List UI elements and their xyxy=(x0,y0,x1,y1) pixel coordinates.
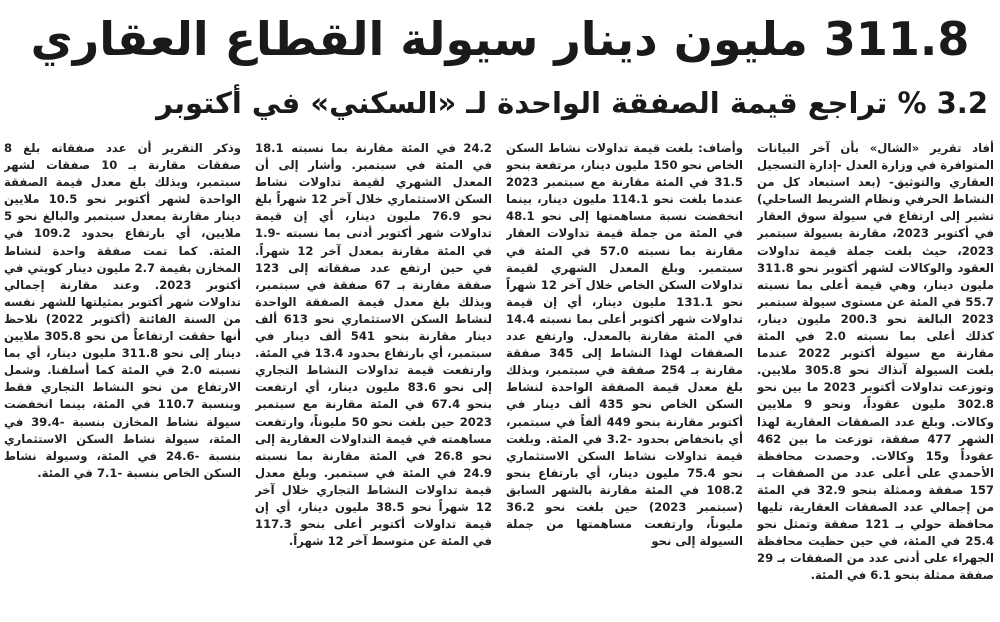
column-1-text: أفاد تقرير «الشال» بأن آخر البيانات المتوافرة في وزارة العدل -إدارة التسجيل العقاري والتوثيق- (بعد استبعاد كل من النشاط الحرفي ونظام الشريط الساحلي) تشير إلى ارتفاع في سيولة سوق العقار في أكتوبر 2023، مقارنة بسيولة سبتمبر 2023، حيث بلغت جملة قيمة تداولات العقود والوكالات لشهر أكتوبر نحو 311.8 مليون دينار، وهي قيمة أعلى بما نسبته 55.7 في المئة عن مستوى سيولة سبتمبر 2023 البالغة نحو 200.3 مليون دينار، كذلك أعلى بما نسبته 2.0 في المئة مقارنة مع سيولة أكتوبر 2022 عندما بلغت السيولة آنذاك نحو 305.8 ملايين. وتوزعت تداولات أكتوبر 2023 ما بين نحو 302.8 مليون عقوداً، ونحو 9 ملايين وكالات. وبلغ عدد الصفقات العقارية لهذا الشهر 477 صفقة، توزعت ما بين 462 عقوداً و15 وكالات. وحصدت محافظة الأحمدي على أعلى عدد من الصفقات بـ 157 صفقة وممثلة بنحو 32.9 في المئة من إجمالي عدد الصفقات العقارية، تليها محافظة حولي بـ 121 صفقة وتمثل نحو 25.4 في المئة، في حين حظيت محافظة الجهراء على أدنى عدد من الصفقات بـ 29 صفقة ممثلة بنحو 6.1 في المئة. xyxy=(757,141,994,583)
column-2-text: وأضاف: بلغت قيمة تداولات نشاط السكن الخاص نحو 150 مليون دينار، مرتفعة بنحو 31.5 في المئة مقارنة مع سبتمبر 2023 عندما بلغت نحو 114.1 مليون دينار، بينما انخفضت نسبة مساهمتها إلى نحو 48.1 في المئة من جملة قيمة تداولات العقار مقارنة بما نسبته 57.0 في المئة في سبتمبر. وبلغ المعدل الشهري لقيمة تداولات السكن الخاص خلال آخر 12 شهراً نحو 131.1 مليون دينار، أي إن قيمة تداولات شهر أكتوبر أعلى بما نسبته 14.4 في المئة مقارنة بالمعدل. وارتفع عدد الصفقات لهذا النشاط إلى 345 صفقة مقارنة بـ 254 صفقة في سبتمبر، وبذلك بلغ معدل قيمة الصفقة الواحدة لنشاط السكن الخاص نحو 435 ألف دينار في أكتوبر مقارنة بنحو 449 ألفاً في سبتمبر، أي بانخفاض بحدود -3.2 في المئة. وبلغت قيمة تداولات نشاط السكن الاستثماري نحو 75.4 مليون دينار، أي بارتفاع بنحو 108.2 في المئة مقارنة بالشهر السابق (سبتمبر 2023) حين بلغت نحو 36.2 مليوناً، وارتفعت مساهمتها من جملة السيولة إلى نحو xyxy=(506,141,743,549)
column-4-text: وذكر التقرير أن عدد صفقاته بلغ 8 صفقات مقارنة بـ 10 صفقات لشهر سبتمبر، وبذلك بلغ معدل قيمة الصفقة الواحدة لشهر أكتوبر نحو 10.5 ملايين دينار مقارنة بمعدل سبتمبر والبالغ نحو 5 ملايين، أي بارتفاع بحدود 109.2 في المئة. كما تمت صفقة واحدة لنشاط المخازن بقيمة 2.7 مليون دينار كويتي في أكتوبر 2023. وعند مقارنة إجمالي تداولات شهر أكتوبر بمثيلتها للشهر نفسه من السنة الفائتة (أكتوبر 2022) نلاحظ أنها حققت ارتفاعاً من نحو 305.8 ملايين دينار إلى نحو 311.8 مليون دينار، أي بما نسبته 2.0 في المئة كما أسلفنا. وشمل الارتفاع من نحو النشاط التجاري فقط وبنسبة 110.7 في المئة، بينما انخفضت سيولة نشاط المخازن بنسبة -39.4 في المئة، سيولة نشاط السكن الاستثماري بنسبة -24.6 في المئة، وسيولة نشاط السكن الخاص بنسبة -7.1 في المئة. xyxy=(4,141,241,480)
article-column-2 xyxy=(506,140,743,618)
article-column-3 xyxy=(255,140,492,618)
article-columns xyxy=(4,140,994,618)
column-3-text: 24.2 في المئة مقارنة بما نسبته 18.1 في المئة في سبتمبر. وأشار إلى أن المعدل الشهري لقيمة تداولات نشاط السكن الاستثماري خلال آخر 12 شهراً بلغ نحو 76.9 مليون دينار، أي إن قيمة تداولات شهر أكتوبر أدنى بما نسبته -1.9 في المئة مقارنة بمعدل آخر 12 شهراً. في حين ارتفع عدد صفقاته إلى 123 صفقة مقارنة بـ 67 صفقة في سبتمبر، وبذلك بلغ معدل قيمة الصفقة الواحدة لنشاط السكن الاستثماري نحو 613 ألف دينار مقارنة بنحو 541 ألف دينار في سبتمبر، أي بارتفاع بحدود 13.4 في المئة. وارتفعت قيمة تداولات النشاط التجاري إلى نحو 83.6 مليون دينار، أي ارتفعت بنحو 67.4 في المئة مقارنة مع سبتمبر 2023 حين بلغت نحو 50 مليوناً، وارتفعت مساهمته في قيمة التداولات العقارية إلى نحو 26.8 في المئة مقارنة بما نسبته 24.9 في المئة في سبتمبر. وبلغ معدل قيمة تداولات النشاط التجاري خلال آخر 12 شهراً نحو 38.5 مليون دينار، أي إن قيمة تداولات أكتوبر أعلى بنحو 117.3 في المئة عن متوسط آخر 12 شهراً. xyxy=(255,141,492,549)
headline: 311.8 مليون دينار سيولة القطاع العقاري xyxy=(30,12,970,66)
subheadline: 3.2 % تراجع قيمة الصفقة الواحدة لـ «السكني» في أكتوبر xyxy=(156,86,988,120)
article-column-1 xyxy=(757,140,994,618)
article-column-4 xyxy=(4,140,241,618)
